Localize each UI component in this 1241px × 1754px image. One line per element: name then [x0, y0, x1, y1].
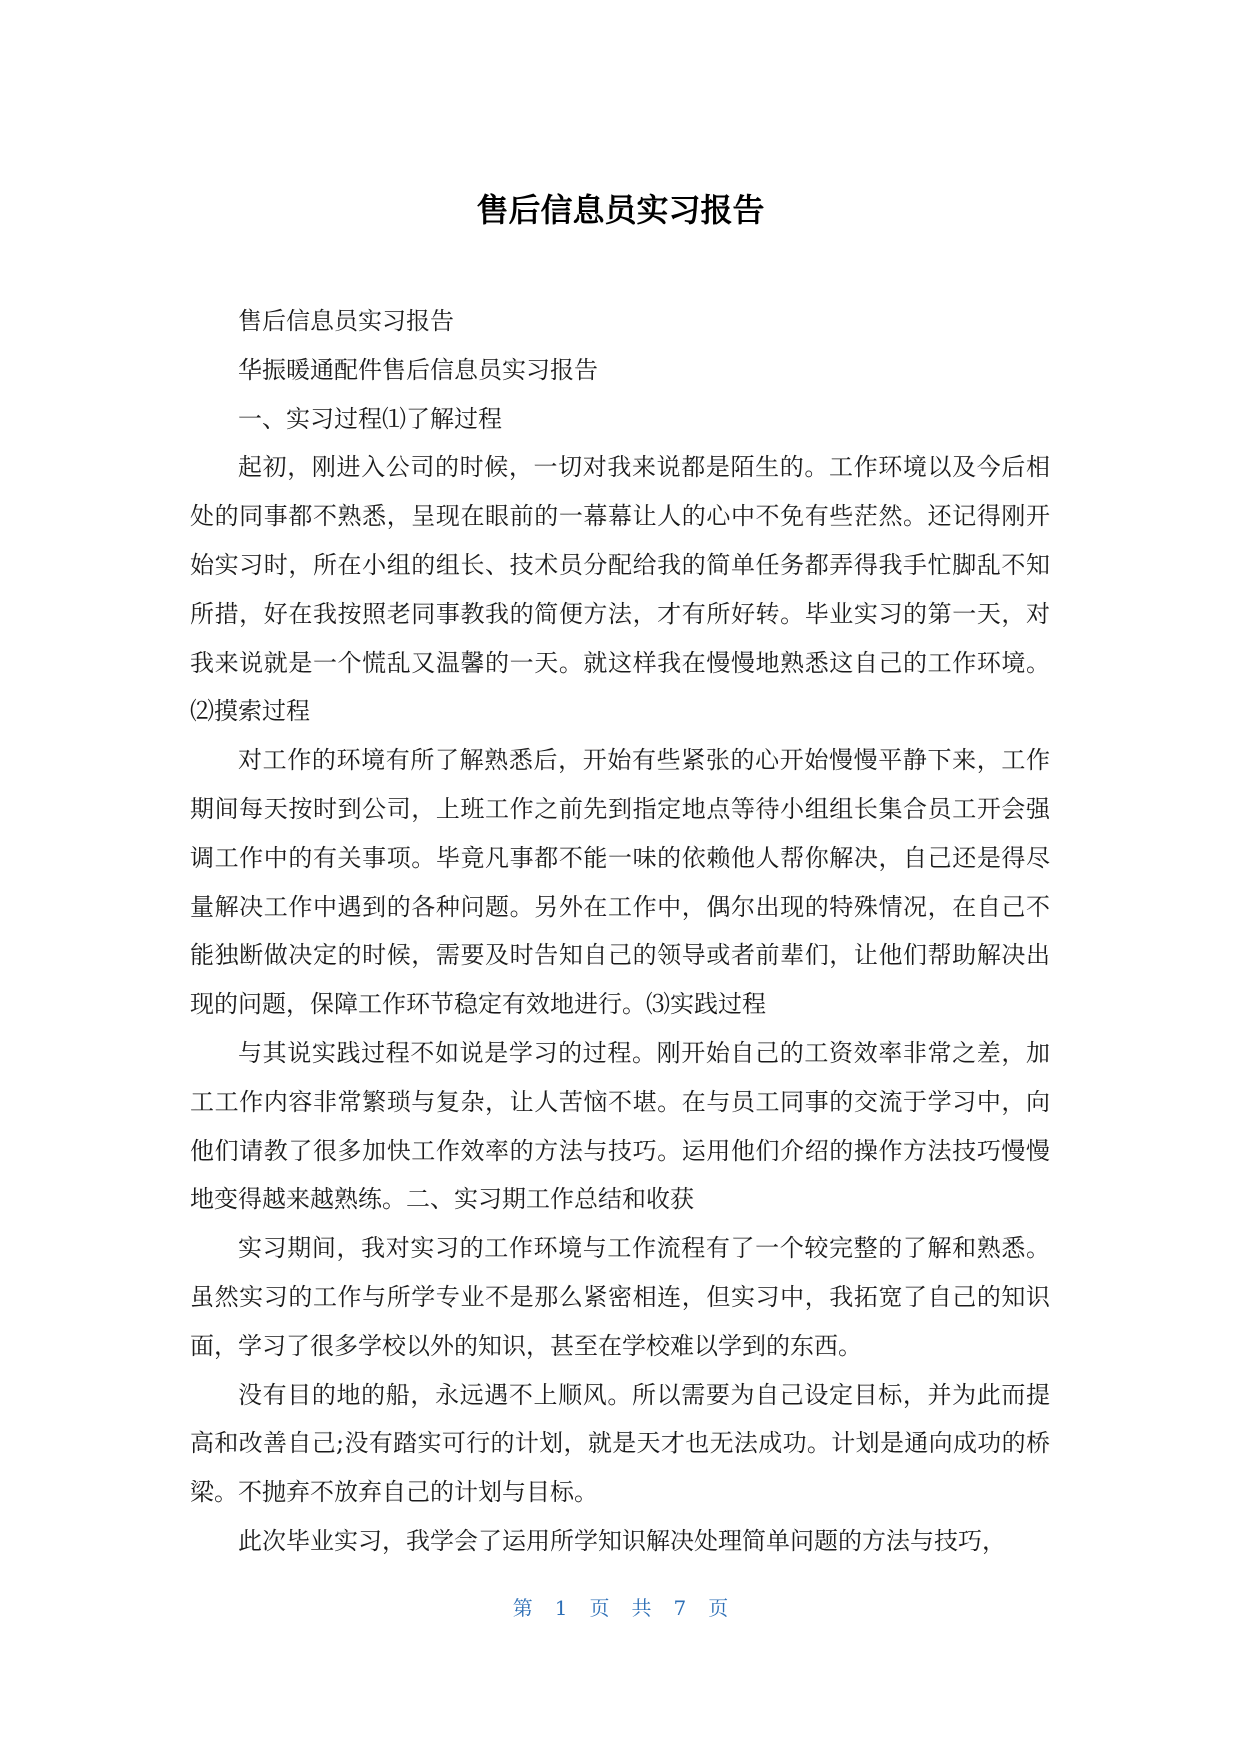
section-heading: 一、实习过程⑴了解过程 [238, 404, 502, 433]
current-page-number: 1 [554, 1596, 568, 1620]
paragraph: 此次毕业实习，我学会了运用所学知识解决处理简单问题的方法与技巧， [238, 1526, 1006, 1555]
total-pages-number: 7 [673, 1596, 687, 1620]
paragraph: 华振暖通配件售后信息员实习报告 [238, 355, 598, 384]
paragraph: 没有目的地的船，永远遇不上顺风。所以需要为自己设定目标，并为此而提高和改善自己;没有踏实可行的计划，就是天才也无法成功。计划是通向成功的桥梁。不抛弃不放弃自己的计划与目标。 [190, 1380, 1050, 1507]
paragraph: 实习期间，我对实习的工作环境与工作流程有了一个较完整的了解和熟悉。虽然实习的工作与所学专业不是那么紧密相连，但实习中，我拓宽了自己的知识面，学习了很多学校以外的知识，甚至在学校难以学到的东西。 [190, 1234, 1050, 1360]
footer-prefix: 第 [512, 1596, 533, 1620]
page-footer [0, 1594, 1241, 1622]
document-body [190, 297, 1050, 1566]
document-title: 售后信息员实习报告 [476, 191, 765, 229]
footer-mid: 页共 [589, 1596, 674, 1620]
paragraph: 与其说实践过程不如说是学习的过程。刚开始自己的工资效率非常之差，加工工作内容非常繁琐与复杂，让人苦恼不堪。在与员工同事的交流于学习中，向他们请教了很多加快工作效率的方法与技巧。运用他们介绍的操作方法技巧慢慢地变得越来越熟练。二、实习期工作总结和收获 [190, 1038, 1050, 1214]
paragraph: 对工作的环境有所了解熟悉后，开始有些紧张的心开始慢慢平静下来，工作期间每天按时到公司，上班工作之前先到指定地点等待小组组长集合员工开会强调工作中的有关事项。毕竟凡事都不能一味的依赖他人帮你解决，自己还是得尽量解决工作中遇到的各种问题。另外在工作中，偶尔出现的特殊情况，在自己不能独断做决定的时候，需要及时告知自己的领导或者前辈们，让他们帮助解决出现的问题，保障工作环节稳定有效地进行。⑶实践过程 [190, 746, 1050, 1019]
paragraph: 售后信息员实习报告 [238, 307, 454, 335]
paragraph: 起初，刚进入公司的时候，一切对我来说都是陌生的。工作环境以及今后相处的同事都不熟悉，呈现在眼前的一幕幕让人的心中不免有些茫然。还记得刚开始实习时，所在小组的组长、技术员分配给我的简单任务都弄得我手忙脚乱不知所措，好在我按照老同事教我的简便方法，才有所好转。毕业实习的第一天，对我来说就是一个慌乱又温馨的一天。就这样我在慢慢地熟悉这自己的工作环境。⑵摸索过程 [190, 453, 1050, 726]
footer-suffix: 页 [708, 1596, 729, 1620]
